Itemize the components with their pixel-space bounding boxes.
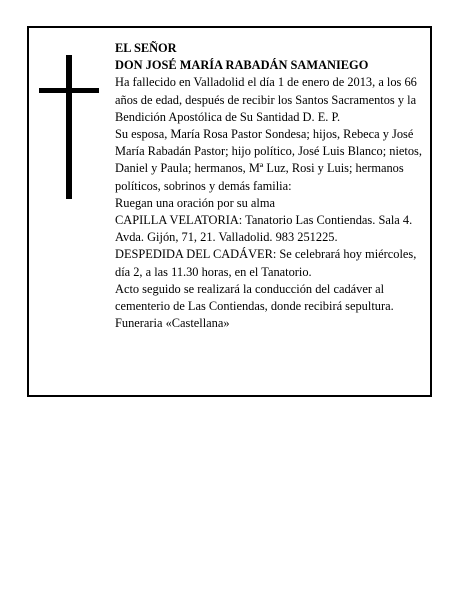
death-announcement: Ha fallecido en Valladolid el día 1 de enero de 2013, a los 66 años de edad, después de recibir los Santos Sacramentos y la Bendición Apostólica de Su Santidad D. E. P. xyxy=(115,75,417,124)
cross-icon xyxy=(39,55,99,199)
obituary-notice xyxy=(27,26,432,397)
cross-vertical-bar xyxy=(66,55,72,199)
burial-info: Acto seguido se realizará la conducción del cadáver al cementerio de Las Contiendas, donde recibirá sepultura. xyxy=(115,281,394,314)
funeral-home: Funeraria «Castellana» xyxy=(115,316,230,331)
farewell-info: DESPEDIDA DEL CADÁVER: Se celebrará hoy miércoles, día 2, a las 11.30 horas, en el Tanatorio. xyxy=(115,247,417,279)
cross-horizontal-bar xyxy=(39,88,99,93)
family-list: Su esposa, María Rosa Pastor Sondesa; hijos, Rebeca y José María Rabadán Pastor; hijo político, José Luis Blanco; nietos, Daniel y Paula; hermanos, Mª Luz, Rosi y Luis; hermanos políticos, sobrinos y demás familia: xyxy=(115,127,422,193)
chapel-info: CAPILLA VELATORIA: Tanatorio Las Contiendas. Sala 4. Avda. Gijón, 71, 21. Valladolid. 983 251225. xyxy=(115,213,413,245)
prayer-request: Ruegan una oración por su alma xyxy=(115,195,275,210)
notice-text xyxy=(115,40,427,332)
notice-heading-line1: EL SEÑOR xyxy=(115,41,177,55)
deceased-name: DON JOSÉ MARÍA RABADÁN SAMANIEGO xyxy=(115,58,369,73)
